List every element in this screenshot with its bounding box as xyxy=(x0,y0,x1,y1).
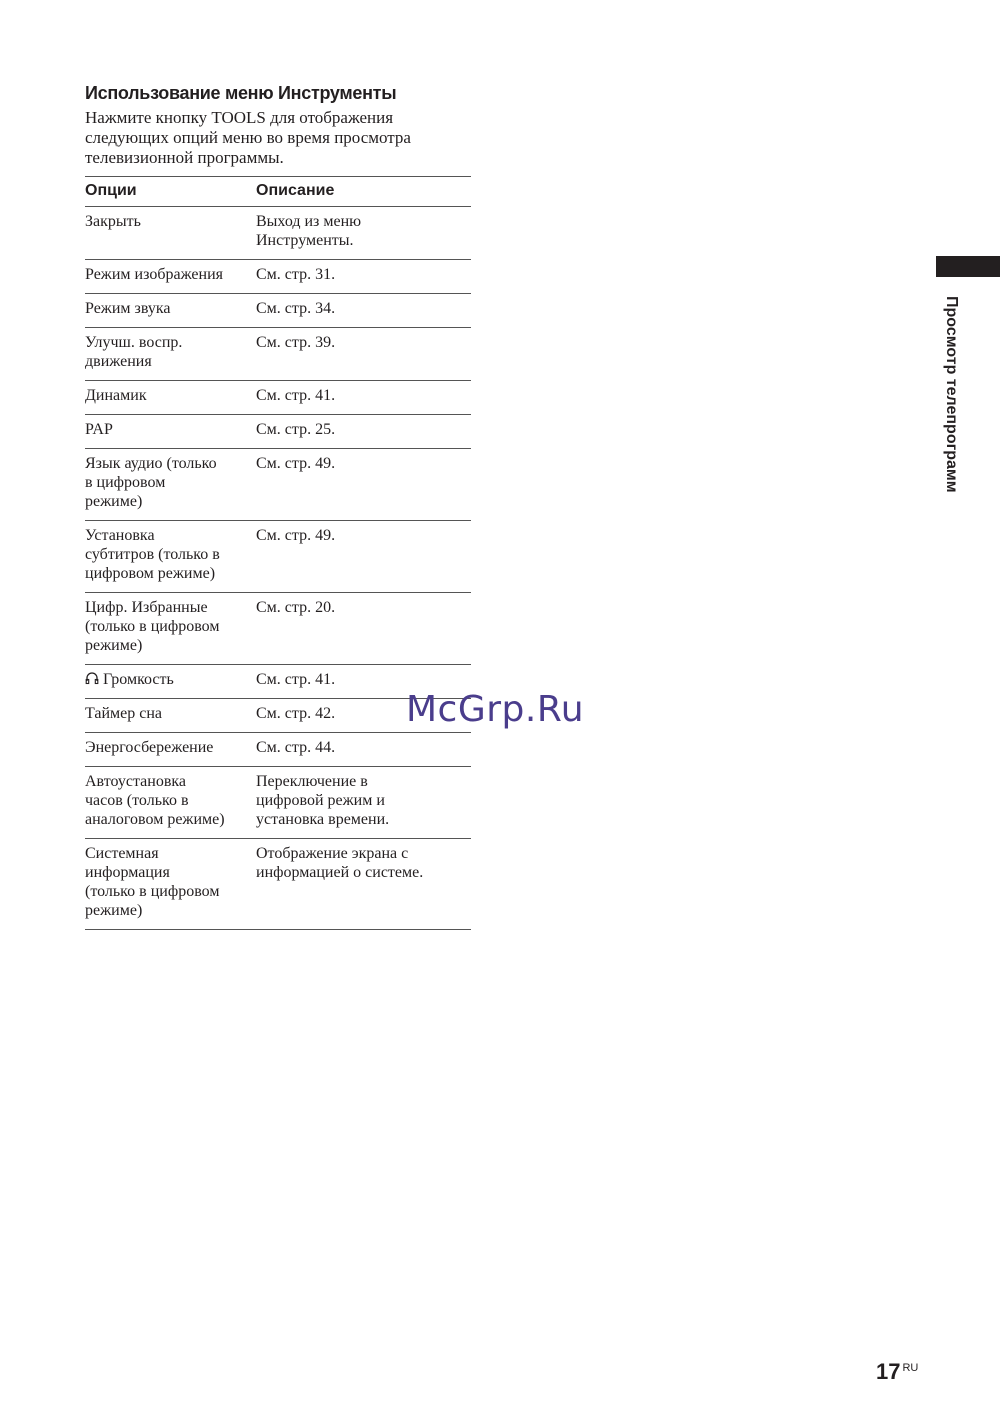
table-row xyxy=(85,207,471,260)
description-text: информацией о системе. xyxy=(256,864,424,881)
description-cell xyxy=(256,333,471,371)
option-cell xyxy=(85,386,256,405)
option-cell xyxy=(85,670,256,689)
option-cell xyxy=(85,333,256,371)
option-text: информация xyxy=(85,864,170,881)
description-cell xyxy=(256,772,471,829)
option-text: Автоустановка xyxy=(85,773,187,790)
option-text: Улучш. воспр. xyxy=(85,334,183,351)
option-text: (только в цифровом xyxy=(85,883,220,900)
description-text: Отображение экрана с xyxy=(256,845,409,862)
option-text: режиме) xyxy=(85,493,143,510)
table-row xyxy=(85,328,471,381)
option-text: Таймер сна xyxy=(85,705,163,722)
table-row xyxy=(85,521,471,593)
option-text: Установка xyxy=(85,527,155,544)
option-cell xyxy=(85,704,256,723)
description-text: См. стр. 39. xyxy=(256,334,336,351)
options-table xyxy=(85,176,471,930)
table-row xyxy=(85,415,471,449)
description-cell xyxy=(256,670,471,689)
description-text: Инструменты. xyxy=(256,232,354,249)
table-row xyxy=(85,839,471,930)
option-text: Динамик xyxy=(85,387,147,404)
description-text: цифровой режим и xyxy=(256,792,385,809)
option-text: цифровом режиме) xyxy=(85,565,216,582)
option-cell xyxy=(85,212,256,250)
option-cell xyxy=(85,454,256,511)
description-cell xyxy=(256,386,471,405)
description-text: См. стр. 20. xyxy=(256,599,336,616)
description-text: Выход из меню xyxy=(256,213,362,230)
description-cell xyxy=(256,738,471,757)
section-title: Использование меню Инструменты xyxy=(85,83,397,103)
description-cell xyxy=(256,844,471,920)
option-text: Системная xyxy=(85,845,159,862)
description-text: Переключение в xyxy=(256,773,368,790)
table-row xyxy=(85,593,471,665)
option-cell xyxy=(85,772,256,829)
option-cell xyxy=(85,299,256,318)
table-row xyxy=(85,767,471,839)
description-text: См. стр. 42. xyxy=(256,705,336,722)
intro-line: Нажмите кнопку TOOLS для отображения xyxy=(85,108,394,127)
table-row xyxy=(85,381,471,415)
table-row xyxy=(85,260,471,294)
option-text: субтитров (только в xyxy=(85,546,220,563)
page-number-value: 17 xyxy=(876,1359,901,1384)
option-cell xyxy=(85,598,256,655)
description-text: См. стр. 41. xyxy=(256,671,336,688)
option-text: режиме) xyxy=(85,637,143,654)
description-column-header: Описание xyxy=(256,182,335,199)
watermark: McGrp.Ru xyxy=(406,689,585,730)
options-column-header: Опции xyxy=(85,182,137,199)
description-cell xyxy=(256,454,471,511)
description-text: установка времени. xyxy=(256,811,390,828)
option-label: Громкость xyxy=(103,671,174,688)
description-text: См. стр. 49. xyxy=(256,527,336,544)
table-row xyxy=(85,733,471,767)
description-cell xyxy=(256,212,471,250)
option-text: Энергосбережение xyxy=(85,739,214,756)
description-text: См. стр. 31. xyxy=(256,266,336,283)
option-cell xyxy=(85,420,256,439)
option-text: аналоговом режиме) xyxy=(85,811,225,828)
option-text: Режим изображения xyxy=(85,266,223,283)
option-text: Цифр. Избранные xyxy=(85,599,208,616)
option-text: (только в цифровом xyxy=(85,618,220,635)
option-text: часов (только в xyxy=(85,792,189,809)
chapter-label: Просмотр телепрограмм xyxy=(943,296,960,493)
description-cell xyxy=(256,526,471,583)
table-row xyxy=(85,449,471,521)
table-row xyxy=(85,294,471,328)
option-text xyxy=(85,670,256,689)
description-cell xyxy=(256,299,471,318)
description-cell xyxy=(256,420,471,439)
option-text: PAP xyxy=(85,421,113,438)
chapter-tab-marker xyxy=(936,256,1000,277)
option-cell xyxy=(85,738,256,757)
page-number xyxy=(876,1359,918,1385)
description-text: См. стр. 41. xyxy=(256,387,336,404)
option-text: Режим звука xyxy=(85,300,171,317)
description-text: См. стр. 25. xyxy=(256,421,336,438)
option-cell xyxy=(85,844,256,920)
description-text: См. стр. 44. xyxy=(256,739,336,756)
intro-text xyxy=(85,108,485,168)
description-text: См. стр. 34. xyxy=(256,300,336,317)
option-cell xyxy=(85,526,256,583)
option-text: Язык аудио (только xyxy=(85,455,217,472)
option-text: в цифровом xyxy=(85,474,166,491)
description-cell xyxy=(256,265,471,284)
table-header-row xyxy=(85,177,471,207)
description-cell xyxy=(256,598,471,655)
option-text: движения xyxy=(85,353,152,370)
option-text: режиме) xyxy=(85,902,143,919)
option-text: Закрыть xyxy=(85,213,141,230)
intro-line: следующих опций меню во время просмотра xyxy=(85,128,411,147)
page-language-code: RU xyxy=(902,1362,919,1374)
description-text: См. стр. 49. xyxy=(256,455,336,472)
headphones-icon xyxy=(85,671,99,685)
option-cell xyxy=(85,265,256,284)
intro-line: телевизионной программы. xyxy=(85,148,284,167)
